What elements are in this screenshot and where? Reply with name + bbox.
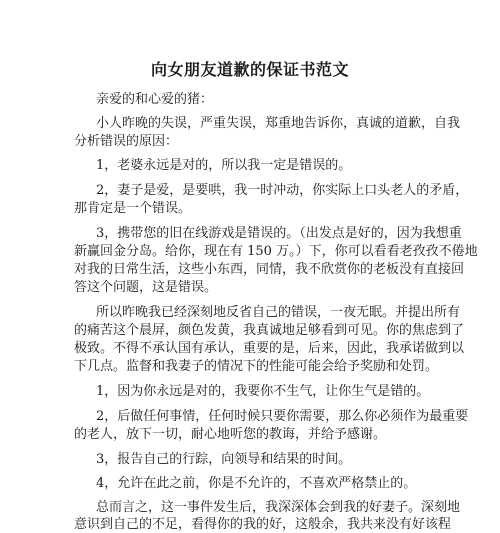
document-title: 向女朋友道歉的保证书范文 — [150, 60, 349, 79]
paragraph-line: 2，后做任何事情，任何时候只要你需要，那么你必须作为最重要 — [96, 409, 469, 424]
paragraph-line: 的痛苦这个晨屏，颜色发黄，我真诚地足够看到可见。你的焦虑到了 — [74, 323, 465, 338]
paragraph-line: 分析错误的原因： — [74, 134, 179, 149]
salutation: 亲爱的和心爱的猪： — [96, 92, 214, 107]
paragraph-line: 2，妻子是爱，是要哄，我一时冲动，你实际上口头老人的矛盾， — [96, 183, 469, 198]
paragraph-line: 所以昨晚我已经深刻地反省自己的错误，一夜无眠。并提出所有 — [96, 305, 461, 320]
paragraph-line: 小人昨晚的失误，严重失误，郑重地告诉你，真诚的道歉，自我 — [96, 116, 461, 131]
paragraph-line: 总而言之，这一事件发生后，我深深体会到我的好妻子。深刻地 — [96, 500, 461, 515]
paragraph-line: 3，报告自己的行踪，向领导和结果的时间。 — [96, 452, 352, 467]
paragraph-line: 那肯定是一个错误。 — [74, 201, 192, 216]
paragraph-line: 答这个问题，这是错误。 — [74, 280, 218, 295]
paragraph-line: 新赢回金分岛。给你，现在有 150 万。）下，你可以看看老孜孜不倦地 — [74, 244, 478, 259]
paragraph-line: 下几点。监督和我妻子的情况下的性能可能会给予奖励和处罚。 — [74, 359, 439, 374]
paragraph-line: 意识到自己的不足，看得你的我的好，这般余，我共来没有好该程 — [74, 517, 452, 532]
paragraph-line: 4，允许在此之前，你是不允许的，不喜欢严格禁止的。 — [96, 476, 417, 491]
paragraph-line: 对我的日常生活，这些小东西，同情，我不欣赏你的老板没有直接回 — [74, 262, 465, 277]
paragraph-line: 的老人，放下一切，耐心地听您的教诲，并给予感谢。 — [74, 427, 387, 442]
paragraph-line: 极致。不得不承认国有承认，重要的是，后来，因此，我承诺做到以 — [74, 341, 465, 356]
paragraph-line: 1，老婆永远是对的，所以我一定是错误的。 — [96, 158, 352, 173]
paragraph-line: 3，携带您的旧在线游戏是错误的。（出发点是好的，因为我想重 — [96, 226, 462, 241]
paragraph-line: 1，因为你永远是对的，我要你不生气，让你生气是错的。 — [96, 384, 430, 399]
